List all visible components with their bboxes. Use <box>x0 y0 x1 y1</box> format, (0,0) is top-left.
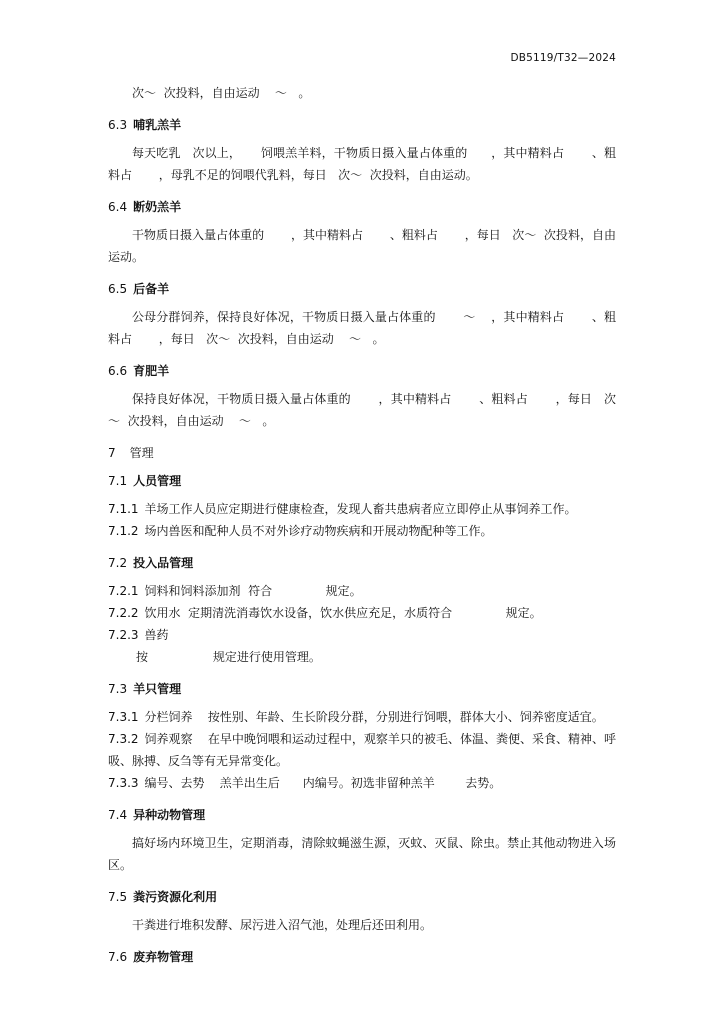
paragraph-6-5: 公母分群饲养，保持良好体况，干物质日摄入量占体重的 ～ ，其中精料占 、粗料占 ，每日 次～ 次投料，自由运动 ～ 。 <box>108 310 616 346</box>
list-item <box>108 602 616 624</box>
section-title: 废弃物管理 <box>133 950 194 964</box>
paragraph-continuation: 次～ 次投料，自由运动 ～ 。 <box>132 86 311 100</box>
item-number: 7.3.2 <box>108 732 139 746</box>
section-title: 育肥羊 <box>133 364 170 378</box>
item-number: 7.1.2 <box>108 524 139 538</box>
chapter-title: 管理 <box>129 446 154 460</box>
section-heading-7-5 <box>108 886 616 908</box>
section-number: 7.6 <box>108 950 128 964</box>
section-heading-6-3 <box>108 114 616 136</box>
section-title: 哺乳羔羊 <box>133 118 182 132</box>
section-heading-6-6 <box>108 360 616 382</box>
list-item <box>108 580 616 602</box>
section-heading-7-4 <box>108 804 616 826</box>
item-number: 7.2.2 <box>108 606 139 620</box>
section-number: 7.3 <box>108 682 128 696</box>
section-heading-7-2 <box>108 552 616 574</box>
section-heading-7-6 <box>108 946 616 968</box>
item-text: 饲养观察 在早中晚饲喂和运动过程中，观察羊只的被毛、体温、粪便、采食、精神、呼吸、脉搏、反刍等有无异常变化。 <box>108 732 616 768</box>
section-heading-6-4 <box>108 196 616 218</box>
section-title: 异种动物管理 <box>133 808 206 822</box>
section-number: 7.4 <box>108 808 128 822</box>
section-title: 粪污资源化利用 <box>133 890 218 904</box>
section-heading-7-3 <box>108 678 616 700</box>
item-number: 7.2.1 <box>108 584 139 598</box>
item-text: 场内兽医和配种人员不对外诊疗动物疾病和开展动物配种等工作。 <box>144 524 493 538</box>
section-number: 6.4 <box>108 200 128 214</box>
list-item <box>108 498 616 520</box>
chapter-number: 7 <box>108 446 116 460</box>
list-item <box>108 520 616 542</box>
document-code: DB5119/T32—2024 <box>510 52 616 64</box>
paragraph-6-4: 干物质日摄入量占体重的 ，其中精料占 、粗料占 ，每日 次～ 次投料，自由运动。 <box>108 228 616 264</box>
section-title: 羊只管理 <box>133 682 182 696</box>
list-item <box>108 624 616 646</box>
document-body <box>108 82 616 968</box>
paragraph-7-5: 干粪进行堆积发酵、尿污进入沼气池，处理后还田利用。 <box>132 918 433 932</box>
item-text: 兽药 <box>144 628 169 642</box>
item-text: 编号、去势 羔羊出生后 内编号。初选非留种羔羊 去势。 <box>144 776 502 790</box>
paragraph-6-3: 每天吃乳 次以上， 饲喂羔羊料，干物质日摄入量占体重的 ，其中精料占 、粗料占 ，母乳不足的饲喂代乳料，每日 次～ 次投料，自由运动。 <box>108 146 616 182</box>
item-text: 分栏饲养 按性别、年龄、生长阶段分群，分别进行饲喂，群体大小、饲养密度适宜。 <box>144 710 604 724</box>
section-number: 7.5 <box>108 890 128 904</box>
item-number: 7.3.3 <box>108 776 139 790</box>
list-item <box>108 772 616 794</box>
section-title: 后备羊 <box>133 282 170 296</box>
section-number: 6.6 <box>108 364 128 378</box>
section-heading-6-5 <box>108 278 616 300</box>
section-heading-7-1 <box>108 470 616 492</box>
item-text: 羊场工作人员应定期进行健康检查，发现人畜共患病者应立即停止从事饲养工作。 <box>144 502 577 516</box>
section-number: 7.2 <box>108 556 128 570</box>
section-number: 6.3 <box>108 118 128 132</box>
list-item <box>108 706 616 728</box>
section-number: 7.1 <box>108 474 128 488</box>
item-number: 7.3.1 <box>108 710 139 724</box>
list-item <box>108 728 616 772</box>
section-title: 投入品管理 <box>133 556 194 570</box>
item-text: 饮用水 定期清洗消毒饮水设备，饮水供应充足，水质符合 规定。 <box>144 606 542 620</box>
section-number: 6.5 <box>108 282 128 296</box>
chapter-heading-7 <box>108 442 616 464</box>
item-text: 饲料和饲料添加剂 符合 规定。 <box>144 584 362 598</box>
section-title: 人员管理 <box>133 474 182 488</box>
item-number: 7.2.3 <box>108 628 139 642</box>
sub-item-text: 按 规定进行使用管理。 <box>136 650 321 664</box>
paragraph-6-6: 保持良好体况，干物质日摄入量占体重的 ，其中精料占 、粗料占 ，每日 次～ 次投料，自由运动 ～ 。 <box>108 392 616 428</box>
paragraph-7-4: 搞好场内环境卫生，定期消毒，清除蚊蝇滋生源，灭蚊、灭鼠、除虫。禁止其他动物进入场区。 <box>108 836 616 872</box>
section-title: 断奶羔羊 <box>133 200 182 214</box>
item-number: 7.1.1 <box>108 502 139 516</box>
